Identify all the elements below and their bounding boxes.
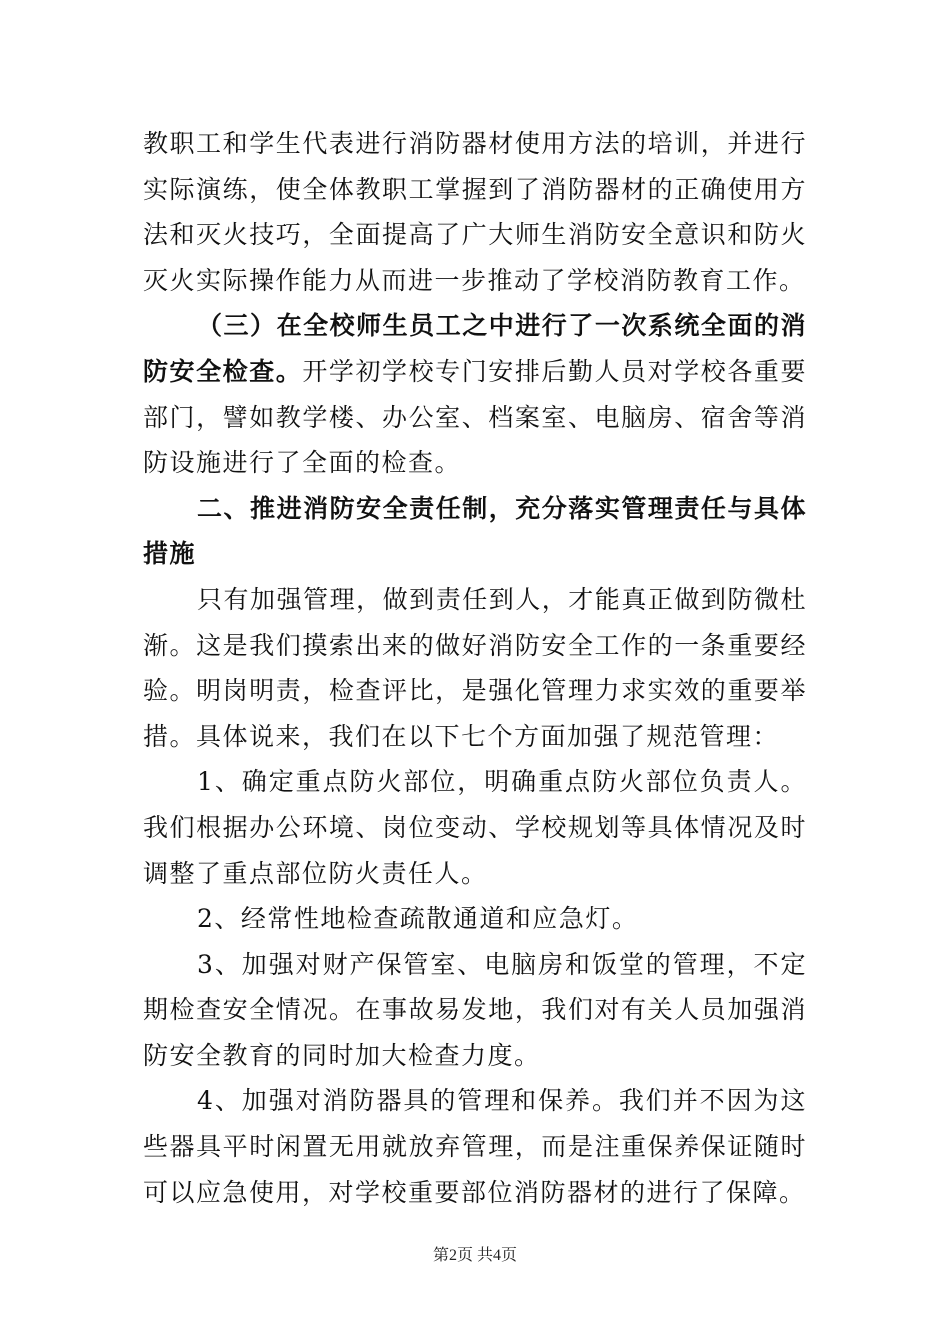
list-item-4: 4、加强对消防器具的管理和保养。我们并不因为这些器具平时闲置无用就放弃管理，而是注重保养保证随时可以应急使用，对学校重要部位消防器材的进行了保障。 <box>143 1086 807 1207</box>
list-item-1: 1、确定重点防火部位，明确重点防火部位负责人。我们根据办公环境、岗位变动、学校规划等具体情况及时调整了重点部位防火责任人。 <box>143 767 807 888</box>
page-footer: 第2页 共4页 <box>432 1247 517 1264</box>
section-three-text: 开学初学校专门安排后勤人员对学校各重要部门，譬如教学楼、办公室、档案室、电脑房、宿舍等消防设施进行了全面的检查。 <box>143 356 807 478</box>
paragraph-management: 只有加强管理，做到责任到人，才能真正做到防微杜渐。这是我们摸索出来的做好消防安全工作的一条重要经验。明岗明责，检查评比，是强化管理力求实效的重要举措。具体说来，我们在以下七个方面加强了规范管理： <box>143 584 807 751</box>
section-two-heading: 二、推进消防安全责任制，充分落实管理责任与具体措施 <box>143 493 807 569</box>
section-three-heading: （三）在全校师生员工之中进行了一次系统全面的消防安全检查。 <box>143 311 807 386</box>
list-item-2: 2、经常性地检查疏散通道和应急灯。 <box>197 904 639 934</box>
paragraph-continuation: 教职工和学生代表进行消防器材使用方法的培训，并进行实际演练，使全体教职工掌握到了消防器材的正确使用方法和灭火技巧，全面提高了广大师生消防安全意识和防火灭火实际操作能力从而进一步推动了学校消防教育工作。 <box>143 129 807 295</box>
paragraph-section-three <box>143 303 807 485</box>
list-item-3: 3、加强对财产保管室、电脑房和饭堂的管理，不定期检查安全情况。在事故易发地，我们对有关人员加强消防安全教育的同时加大检查力度。 <box>143 949 807 1070</box>
document-body <box>143 121 807 1215</box>
